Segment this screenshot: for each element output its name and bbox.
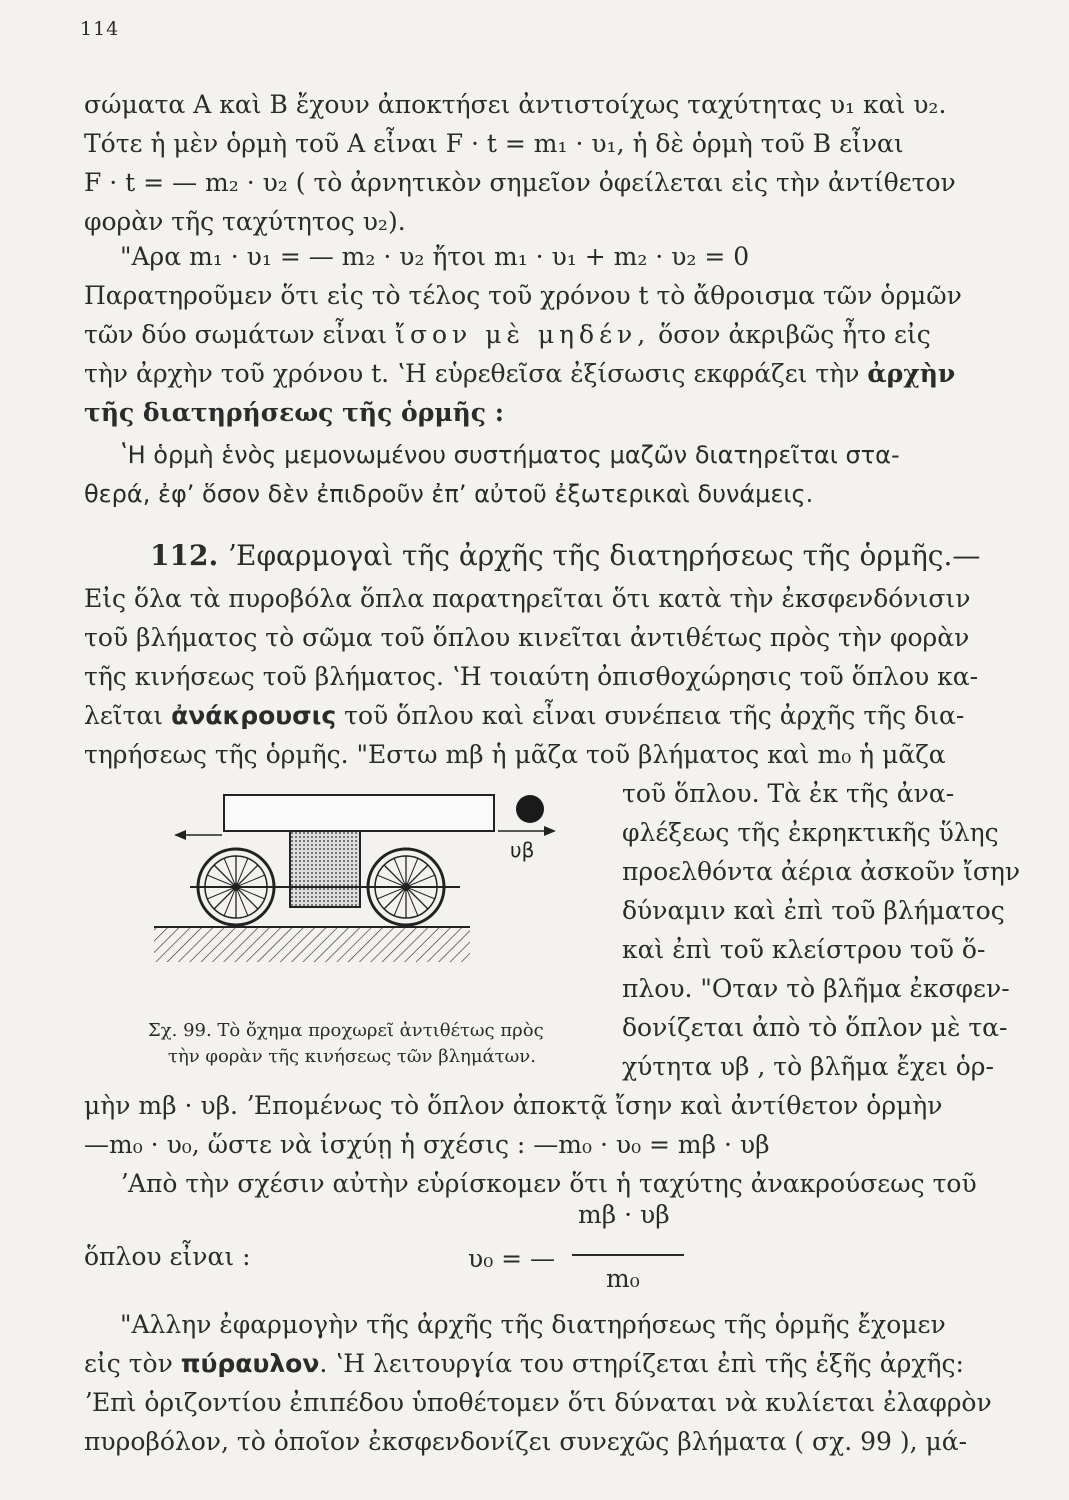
page-number: 114 <box>80 18 120 40</box>
text-line: δονίζεται ἀπὸ τὸ ὅπλον μὲ τα- <box>622 1013 1008 1042</box>
text-line: Εἰς ὅλα τὰ πυροβόλα ὅπλα παρατηρεῖται ὅτι κατὰ τὴν ἐκσφενδόνισιν <box>84 584 971 613</box>
equation-line: "Αρα m₁ · υ₁ = — m₂ · υ₂ ἤτοι m₁ · υ₁ + m₂ · υ₂ = 0 <box>120 242 750 271</box>
text-line: προελθόντα ἀέρια ἀσκοῦν ἴσην <box>622 857 1021 886</box>
bold-term: πύραυλον <box>180 1349 320 1378</box>
formula-denominator: m₀ <box>606 1264 640 1293</box>
text-line <box>84 703 964 728</box>
fraction-bar <box>572 1254 684 1256</box>
text-line: χύτητα υβ , τὸ βλῆμα ἔχει ὁρ- <box>622 1052 994 1081</box>
text-line: φορὰν τῆς ταχύτητος υ₂). <box>84 207 406 236</box>
text-line: Παρατηροῦμεν ὅτι εἰς τὸ τέλος τοῦ χρόνου t τὸ ἄθροισμα τῶν ὁρμῶν <box>84 281 962 310</box>
text-span: λεῖται <box>84 701 164 730</box>
emphasis-spaced: ἴσον μὲ μηδέν, <box>395 320 651 349</box>
text-line: καὶ ἐπὶ τοῦ κλείστρου τοῦ ὅ- <box>622 935 986 964</box>
text-line: —m₀ · υ₀, ὥστε νὰ ἰσχύῃ ἡ σχέσις : —m₀ · υ₀ = mβ · υβ <box>84 1130 770 1159</box>
text-line <box>84 1351 964 1376</box>
text-span: τὴν ἀρχὴν τοῦ χρόνου t. ʽΗ εὑρεθεῖσα ἐξίσωσις εκφράζει τὴν <box>84 359 860 388</box>
text-span: τοῦ ὅπλου καὶ εἶναι συνέπεια τῆς ἀρχῆς τῆς δια- <box>344 701 965 730</box>
figure-caption: Σχ. 99. Τὸ ὄχημα προχωρεῖ ἀντιθέτως πρὸς <box>148 1020 544 1041</box>
cart-figure <box>150 775 590 990</box>
principle-line: ʽΗ ὁρμὴ ἑνὸς μεμονωμένου συστήματος μαζῶν διατηρεῖται στα- <box>120 441 900 469</box>
text-line: φλέξεως τῆς ἐκρηκτικῆς ὕλης <box>622 818 999 847</box>
text-line <box>84 361 955 386</box>
bold-term: ἀρχὴν <box>867 359 956 388</box>
text-span: εἰς τὸν <box>84 1349 173 1378</box>
text-line: ʼΕπὶ ὁριζοντίου ἐπιπέδου ὑποθέτομεν ὅτι δύναται νὰ κυλίεται ἐλαφρὸν <box>84 1388 992 1417</box>
text-line: τοῦ ὅπλου. Τὰ ἐκ τῆς ἀνα- <box>622 779 955 808</box>
text-line: τηρήσεως τῆς ὁρμῆς. "Εστω mβ ἡ μᾶζα τοῦ βλήματος καὶ m₀ ἡ μᾶζα <box>84 740 946 769</box>
recoil-arrowhead <box>174 830 186 840</box>
text-line: μὴν mβ · υβ. ʼΕπομένως τὸ ὅπλον ἀποκτᾷ ἴσην καὶ ἀντίθετον ὁρμὴν <box>84 1091 943 1120</box>
bold-line: τῆς διατηρήσεως τῆς ὁρμῆς : <box>84 398 504 427</box>
formula-label: ὅπλου εἶναι : <box>84 1242 251 1271</box>
text-line <box>84 322 931 347</box>
principle-line: θερά, ἐφ’ ὅσον δὲν ἐπιδροῦν ἐπ’ αὐτοῦ ἐξωτερικαὶ δυνάμεις. <box>84 480 814 508</box>
text-line: Τότε ἡ μὲν ὁρμὴ τοῦ Α εἶναι F · t = m₁ · υ₁, ἡ δὲ ὁρμὴ τοῦ Β εἶναι <box>84 129 904 158</box>
figure-caption: τὴν φορὰν τῆς κινήσεως τῶν βλημάτων. <box>168 1046 536 1067</box>
text-line: τῆς κινήσεως τοῦ βλήματος. ʽΗ τοιαύτη ὀπισθοχώρησις τοῦ ὅπλου κα- <box>84 662 979 691</box>
text-line: τοῦ βλήματος τὸ σῶμα τοῦ ὅπλου κινεῖται ἀντιθέτως πρὸς τὴν φορὰν <box>84 623 970 652</box>
text-line: δύναμιν καὶ ἐπὶ τοῦ βλήματος <box>622 896 1005 925</box>
left-wheel <box>198 849 274 925</box>
ground-hatch <box>154 928 470 962</box>
projectile <box>516 795 544 823</box>
section-number: 112. <box>150 539 219 572</box>
text-span: ὅσον ἀκριβῶς ἦτο εἰς <box>658 320 931 349</box>
formula-lhs: υ₀ = — <box>468 1244 556 1273</box>
text-line: πυροβόλον, τὸ ὁποῖον ἐκσφενδονίζει συνεχῶς βλήματα ( σχ. 99 ), μά- <box>84 1427 968 1456</box>
text-line: σώματα Α καὶ Β ἔχουν ἀποκτήσει ἀντιστοίχως ταχύτητας υ₁ καὶ υ₂. <box>84 90 947 119</box>
velocity-arrowhead <box>544 826 556 836</box>
text-line: πλου. "Οταν τὸ βλῆμα ἐκσφεν- <box>622 974 1010 1003</box>
section-title: ʼΕφαρμογαὶ τῆς ἀρχῆς τῆς διατηρήσεως τῆς ὁρμῆς.— <box>227 539 981 572</box>
gun-barrel <box>224 795 494 831</box>
text-span: . ʽΗ λειτουργία του στηρίζεται ἐπὶ τῆς ἑξῆς ἀρχῆς: <box>319 1349 964 1378</box>
right-wheel <box>368 849 444 925</box>
text-line: ʼΑπὸ τὴν σχέσιν αὐτὴν εὑρίσκομεν ὅτι ἡ ταχύτης ἀνακρούσεως τοῦ <box>120 1169 977 1198</box>
breech-block <box>290 831 360 907</box>
bold-term: ἀνάκρουσις <box>171 701 337 730</box>
text-span: τῶν δύο σωμάτων εἶναι <box>84 320 388 349</box>
section-heading <box>150 539 981 572</box>
formula-numerator: mβ · υβ <box>578 1200 670 1229</box>
text-line: F · t = — m₂ · υ₂ ( τὸ ἀρνητικὸν σημεῖον ὀφείλεται εἰς τὴν ἀντίθετον <box>84 168 956 197</box>
velocity-label: υβ <box>510 838 535 862</box>
text-line: "Αλλην ἐφαρμογὴν τῆς ἀρχῆς τῆς διατηρήσεως τῆς ὁρμῆς ἔχομεν <box>120 1310 946 1339</box>
